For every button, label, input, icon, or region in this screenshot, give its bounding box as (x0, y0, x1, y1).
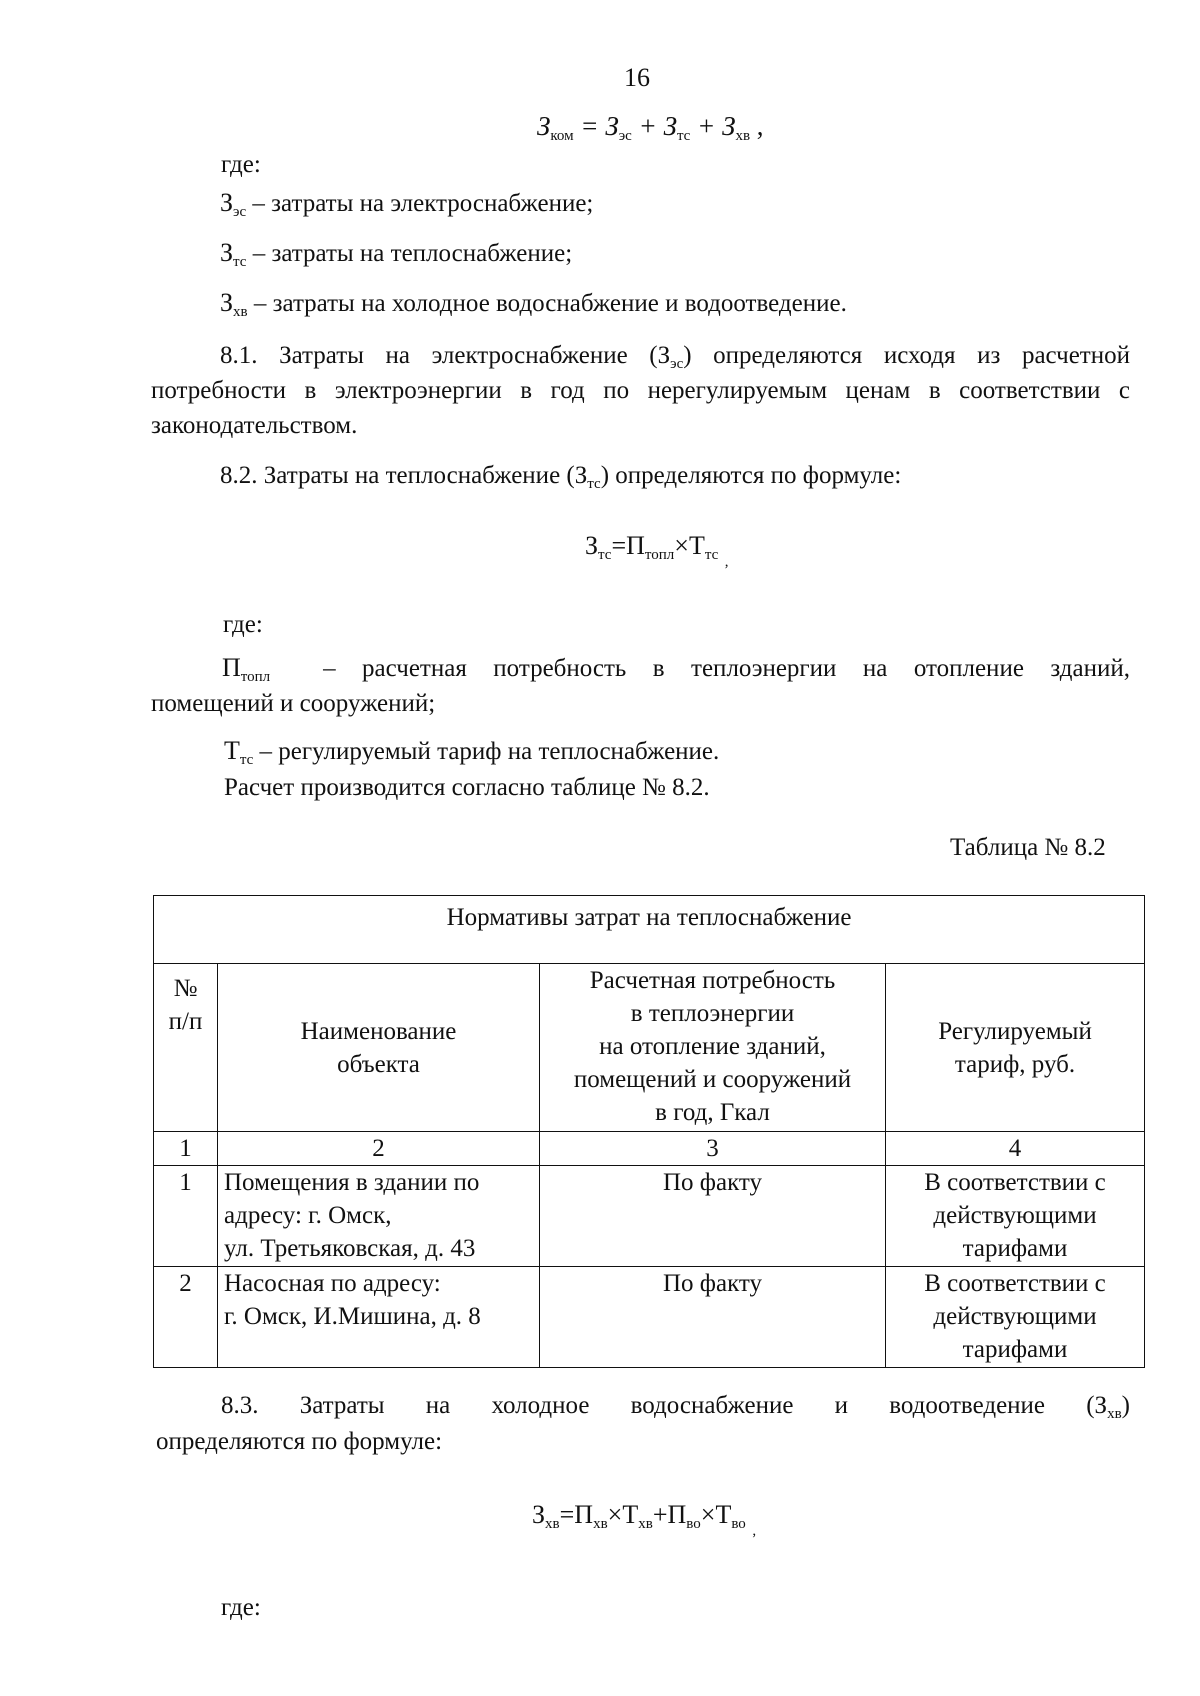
formula-symbol: П (574, 1500, 594, 1529)
formula-symbol: Т (688, 531, 705, 560)
page-number: 16 (624, 63, 650, 92)
row-consumption: По факту (540, 1267, 886, 1368)
formula-subscript: ком (550, 128, 574, 144)
definition-heat (220, 240, 572, 270)
definition-text: – затраты на теплоснабжение; (252, 240, 573, 267)
definition-text: – регулируемый тариф на теплоснабжение. (259, 738, 720, 765)
formula-subscript: тс (598, 547, 612, 563)
definition-subscript: тс (233, 254, 247, 270)
definition-symbol: П (222, 653, 241, 682)
formula-subscript: во (686, 1516, 701, 1532)
formula-operator: + (652, 1500, 668, 1529)
formula-heat (585, 533, 728, 570)
table-title-row (154, 896, 1145, 964)
definition-subscript: хв (233, 304, 248, 320)
formula-subscript: тс (704, 547, 719, 563)
inline-subscript: хв (1107, 1406, 1122, 1422)
row-consumption: По факту (540, 1166, 886, 1267)
formula-operator: × (607, 1500, 623, 1529)
formula-symbol: З (605, 111, 619, 141)
formula-water (532, 1502, 756, 1539)
definition-subscript: эс (233, 204, 247, 220)
row-tariff: В соответствии с действующими тарифами (886, 1267, 1145, 1368)
formula-symbol: Т (715, 1500, 732, 1529)
table-header-row (154, 964, 1145, 1132)
inline-subscript: тс (587, 476, 601, 492)
column-number: 4 (886, 1132, 1145, 1166)
paragraph-text: 8.1. Затраты на электроснабжение ( (220, 342, 658, 369)
inline-symbol: З (1094, 1392, 1108, 1419)
formula-subscript: хв (593, 1516, 608, 1532)
definition-text: – затраты на электроснабжение; (252, 190, 594, 217)
header-number: № п/п (154, 964, 218, 1132)
formula-total: $З_{ком} = З_{эс} + З_{тс} + З_{хв}$ , (537, 111, 764, 144)
column-number: 2 (218, 1132, 540, 1166)
formula-subscript: топл (644, 547, 675, 563)
formula-operator: = (559, 1500, 575, 1529)
row-number: 1 (154, 1166, 218, 1267)
column-number: 1 (154, 1132, 218, 1166)
definition-water (220, 290, 847, 320)
table-title: Нормативы затрат на теплоснабжение (154, 896, 1145, 964)
formula-subscript: хв (638, 1516, 653, 1532)
formula-symbol: З (537, 111, 551, 141)
definition-subscript: тс (239, 752, 254, 768)
formula-operator: × (674, 531, 689, 560)
row-number: 2 (154, 1267, 218, 1368)
header-object-name: Наименование объекта (218, 964, 540, 1132)
formula-symbol: З (585, 531, 599, 560)
formula-subscript: тс (676, 128, 691, 144)
definition-consumption-line-2: помещений и сооружений; (151, 690, 436, 717)
paragraph-text: ) (1121, 1392, 1130, 1419)
definition-electricity (220, 190, 593, 220)
heat-norms-table (153, 895, 1145, 1368)
definition-text: – расчетная потребность в теплоэнергии на отопление зданий, (323, 655, 1131, 682)
formula-subscript: хв (735, 128, 751, 144)
inline-subscript: эс (670, 356, 684, 372)
formula-subscript: во (731, 1516, 746, 1532)
definition-symbol: З (220, 188, 234, 217)
paragraph-8-1-line-2: потребности в электроэнергии в год по нерегулируемым ценам в соответствии с (151, 377, 1130, 404)
paragraph-8-1-line-3: законодательством. (151, 412, 358, 439)
paragraph-8-2 (220, 458, 901, 502)
formula-tail: , (756, 111, 764, 141)
table-row (154, 1267, 1145, 1368)
column-number-row (154, 1132, 1145, 1166)
formula-symbol: З (532, 1500, 546, 1529)
formula-operator: = (611, 531, 627, 560)
table-row (154, 1166, 1145, 1267)
formula-symbol: Т (622, 1500, 639, 1529)
definition-tariff (224, 738, 719, 768)
formula-tail: , (752, 1523, 757, 1539)
header-tariff: Регулируемый тариф, руб. (886, 964, 1145, 1132)
formula-operator: × (700, 1500, 716, 1529)
calculation-note: Расчет производится согласно таблице № 8.2. (224, 774, 710, 801)
paragraph-text: 8.2. Затраты на теплоснабжение ( (220, 462, 575, 489)
inline-symbol: З (574, 462, 588, 489)
formula-subscript: хв (545, 1516, 560, 1532)
formula-symbol: З (663, 111, 677, 141)
definition-symbol: З (220, 238, 234, 267)
paragraph-text: ) определяются исходя из расчетной (683, 342, 1130, 369)
header-consumption: Расчетная потребность в теплоэнергии на отопление зданий, помещений и сооружений в год, Гкал (540, 964, 886, 1132)
where-label: где: (221, 1594, 261, 1621)
paragraph-8-3-line-2: определяются по формуле: (156, 1428, 443, 1455)
definition-symbol: З (220, 288, 234, 317)
where-label: где: (223, 611, 263, 638)
formula-tail: , (724, 554, 729, 570)
formula-symbol: З (722, 111, 736, 141)
formula-symbol: П (626, 531, 645, 560)
formula-subscript: эс (618, 128, 632, 144)
column-number: 3 (540, 1132, 886, 1166)
paragraph-text: ) определяются по формуле: (600, 462, 902, 489)
row-object-name: Насосная по адресу: г. Омск, И.Мишина, д. 8 (218, 1267, 540, 1368)
row-tariff: В соответствии с действующими тарифами (886, 1166, 1145, 1267)
inline-symbol: З (657, 342, 671, 369)
row-object-name: Помещения в здании по адресу: г. Омск, ул. Третьяковская, д. 43 (218, 1166, 540, 1267)
table-caption: Таблица № 8.2 (950, 834, 1106, 861)
paragraph-text: 8.3. Затраты на холодное водоснабжение и водоотведение ( (221, 1392, 1095, 1419)
definition-subscript: топл (240, 669, 271, 685)
definition-text: – затраты на холодное водоснабжение и водоотведение. (253, 290, 847, 317)
definition-symbol: Т (224, 736, 240, 765)
where-label: где: (221, 151, 261, 178)
formula-symbol: П (667, 1500, 687, 1529)
